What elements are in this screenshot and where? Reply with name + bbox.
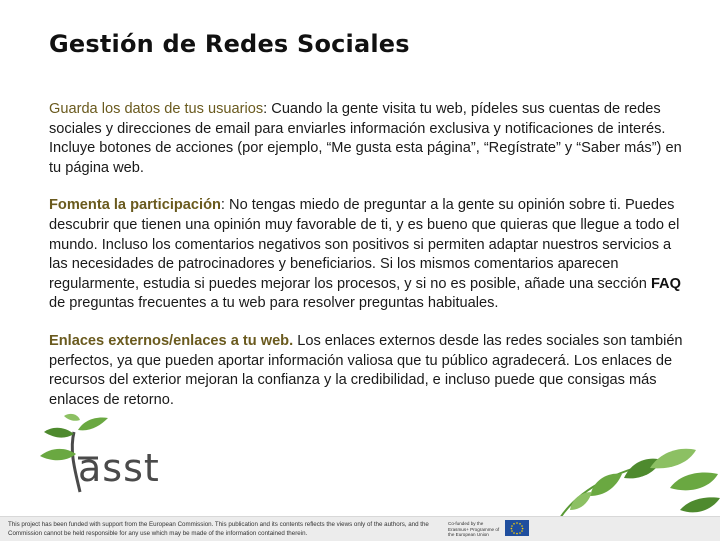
paragraph-participation [49, 196, 685, 314]
funding-disclaimer: This project has been funded with support from the European Commission. This publication and its contents reflects the views only of the authors, and the Commission cannot be held responsible for any use which may be made of the information contained therein. [8, 521, 429, 537]
logo-wordmark: asst [78, 446, 160, 490]
paragraph-text: : Cuando la gente visita tu web, pídeles sus cuentas de redes sociales y direcciones de email para enviarles información exclusiva y notificaciones de interés. Incluye botones de acciones (por ejemplo, “Me gusta esta página”, “Regístrate” y “Saber más”) en tu página web. [49, 101, 682, 176]
paragraph-user-data [49, 100, 685, 178]
eu-cofunding-note: Co-funded by the Erasmus+ Programme of the European Union [448, 521, 500, 538]
paragraph-text: Los enlaces externos desde las redes sociales son también perfectos, ya que pueden aportar información valiosa que tu público agradecerá. Los enlaces de recursos del exterior mejoran la confianza y la credibilidad, e incluso puede que consigas más enlaces de retorno. [49, 332, 683, 408]
paragraph-lead: Fomenta la participación [49, 197, 221, 214]
slide-title: Gestión de Redes Sociales [49, 30, 410, 58]
decorative-leaves-icon [520, 438, 720, 518]
content-body [49, 100, 685, 428]
paragraph-text: de preguntas frecuentes a tu web para resolver preguntas habituales. [49, 295, 499, 312]
faq-term: FAQ [650, 275, 681, 292]
paragraph-lead: Guarda los datos de tus usuarios [49, 101, 264, 117]
footer-bar [0, 516, 720, 541]
paragraph-lead: Enlaces externos/enlaces a tu web. [49, 332, 294, 349]
eu-flag-icon [505, 520, 529, 536]
paragraph-external-links [49, 332, 685, 410]
paragraph-text: : No tengas miedo de preguntar a la gente su opinión sobre ti. Puedes descubrir que tienen una opinión muy favorable de ti, y es bueno que quieras que llegue a todo el mundo. Incluso los comentarios negativos son positivos si permiten adaptar nuestros servicios a las necesidades de patrocinadores y beneficiarios. Si los mismos comentarios aparecen regularmente, estudia si puedes mejorar los procesos, y si no es posible, añade una sección [49, 197, 680, 292]
